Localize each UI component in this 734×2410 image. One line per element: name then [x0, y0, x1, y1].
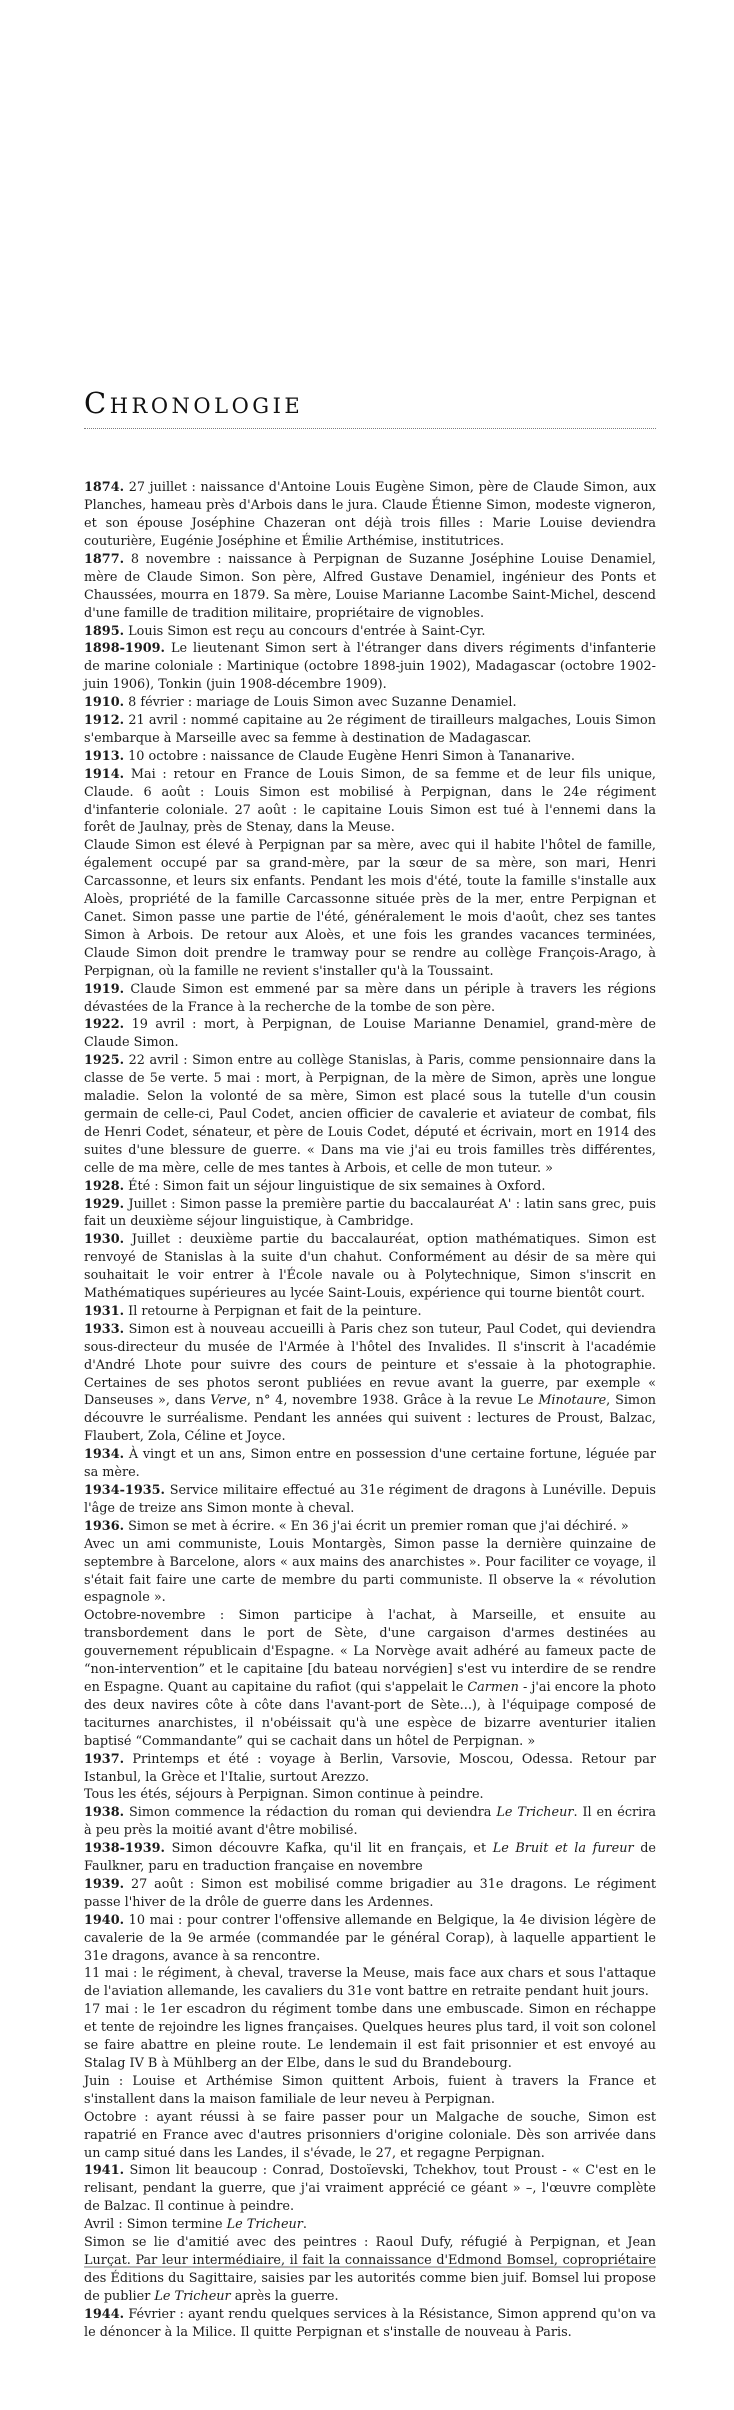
- entry-year: 1913.: [84, 748, 125, 764]
- chronology-entry: [84, 551, 656, 623]
- entry-year: 1928.: [84, 1178, 125, 1194]
- entry-text: Louis Simon est reçu au concours d'entrée à Saint-Cyr.: [124, 623, 486, 639]
- entry-year: 1929.: [84, 1196, 125, 1212]
- entry-text: Il retourne à Perpignan et fait de la peinture.: [124, 1303, 422, 1319]
- chronology-entry: [84, 1518, 656, 1536]
- title-divider: [84, 428, 656, 429]
- entry-text: 8 novembre : naissance à Perpignan de Suzanne Joséphine Louise Denamiel, mère de Claude Simon. Son père, Alfred Gustave Denamiel, ingénieur des Ponts et Chaussées, mourra en 1879. Sa mère, Louise Marianne Lacombe Saint-Michel, descend d'une famille de tradition militaire, propriétaire de vignobles.: [84, 551, 656, 621]
- entry-text: 8 février : mariage de Louis Simon avec Suzanne Denamiel.: [124, 695, 517, 711]
- entry-text: . Il en écrira à peu près la moitié avant d'être mobilisé.: [84, 1805, 656, 1839]
- entry-text: Juin : Louise et Arthémise Simon quittent Arbois, fuient à travers la France et s'installent dans la maison familiale de leur neveu à Perpignan.: [84, 2073, 656, 2107]
- page-title: CHRONOLOGIE: [84, 386, 304, 420]
- entry-text: , n° 4, novembre 1938. Grâce à la revue Le: [246, 1393, 539, 1409]
- entry-text: Claude Simon est élevé à Perpignan par sa mère, avec qui il habite l'hôtel de famille, également occupé par sa grand-mère, par la sœur de sa mère, son mari, Henri Carcassonne, et leurs six enfants. Pendant les mois d'été, toute la famille s'installe aux Aloès, propriété de la famille Carcassonne située près de la mer, entre Perpignan et Canet. Simon passe une partie de l'été, généralement le mois d'août, chez ses tantes Simon à Arbois. De retour aux Aloès, et une fois les grandes vacances terminées, Claude Simon doit prendre le tramway pour se rendre au collège François-Arago, à Perpignan, où la famille ne revient s'installer qu'à la Toussaint.: [84, 838, 656, 979]
- work-title: Verve: [210, 1393, 247, 1409]
- entry-text: Service militaire effectué au 31e régiment de dragons à Lunéville. Depuis l'âge de treize ans Simon monte à cheval.: [84, 1483, 656, 1516]
- entry-text: Simon découvre Kafka, qu'il lit en français, et: [165, 1841, 493, 1857]
- entry-year: 1939.: [84, 1876, 125, 1892]
- entry-text: .: [302, 2217, 307, 2233]
- entry-year: 1944.: [84, 2306, 125, 2322]
- entry-text: 11 mai : le régiment, à cheval, traverse la Meuse, mais face aux chars et sous l'attaque de l'aviation allemande, les cavaliers du 31e vont battre en retraite pendant huit jours.: [84, 1966, 656, 2000]
- chronology-entry: [84, 748, 656, 766]
- chronology-entry: [84, 623, 656, 641]
- entry-text: après la guerre.: [230, 2288, 339, 2304]
- chronology-entry: [84, 1052, 656, 1177]
- entry-text: Simon est à nouveau accueilli à Paris chez son tuteur, Paul Codet, qui deviendra sous-directeur du musée de l'Armée à l'hôtel des Invalides. Il s'inscrit à l'académie d'André Lhote pour suivre des cours de peinture et s'essaie à la photographie. Certaines de ses photos seront publiées en revue avant la guerre, par exemple « Danseuses », dans: [84, 1321, 656, 1409]
- entry-year: 1925.: [84, 1053, 125, 1069]
- entry-text: 27 août : Simon est mobilisé comme brigadier au 31e dragons. Le régiment passe l'hiver de la drôle de guerre dans les Ardennes.: [84, 1876, 656, 1910]
- chronology-entry: [84, 1482, 656, 1518]
- entry-text: 27 juillet : naissance d'Antoine Louis Eugène Simon, père de Claude Simon, aux Planches, hameau près d'Arbois dans le jura. Claude Étienne Simon, modeste vigneron, et son épouse Joséphine Chazeran ont déjà trois filles : Marie Louise deviendra couturière, Eugénie Joséphine et Émilie Arthémise, institutrices.: [84, 480, 656, 549]
- entry-text: 10 mai : pour contrer l'offensive allemande en Belgique, la 4e division légère de cavalerie de la 9e armée (commandée par le général Corap), à laquelle appartient le 31e dragons, avance à sa rencontre.: [84, 1912, 656, 1964]
- chronology-entry: [84, 1536, 656, 1608]
- chronology-entry: [84, 2216, 656, 2234]
- chronology-entry: [84, 1016, 656, 1052]
- work-title: Le Tricheur: [154, 2288, 231, 2304]
- entry-text: À vingt et un ans, Simon entre en possession d'une certaine fortune, léguée par sa mère.: [84, 1447, 656, 1481]
- work-title: Le Tricheur: [496, 1805, 574, 1821]
- work-title: Carmen: [467, 1679, 519, 1695]
- chronology-entry: [84, 1446, 656, 1482]
- page-content: [84, 385, 656, 2342]
- entry-text: Été : Simon fait un séjour linguistique de six semaines à Oxford.: [124, 1178, 546, 1194]
- entry-year: 1914.: [84, 766, 125, 782]
- chronology-entry: [84, 1786, 656, 1804]
- entry-year: 1895.: [84, 623, 125, 639]
- entry-text: Mai : retour en France de Louis Simon, de sa femme et de leur fils unique, Claude. 6 août : Louis Simon est mobilisé à Perpignan, dans le 24e régiment d'infanterie coloniale. 27 août : le capitaine Louis Simon est tué à l'ennemi dans la forêt de Jaulnay, près de Stenay, dans la Meuse.: [84, 766, 656, 836]
- entry-year: 1938.: [84, 1805, 125, 1821]
- chronology-entry: [84, 2001, 656, 2073]
- entry-text: Le lieutenant Simon sert à l'étranger dans divers régiments d'infanterie de marine coloniale : Martinique (octobre 1898-juin 1902), Madagascar (octobre 1902-juin 1906), Tonkin (juin 1908-décembre 1909).: [84, 641, 656, 693]
- entry-text: Avec un ami communiste, Louis Montargès, Simon passe la dernière quinzaine de septembre à Barcelone, alors « aux mains des anarchistes ». Pour faciliter ce voyage, il s'était fait faire une carte de membre du parti communiste. Il observe la « révolution espagnole ».: [84, 1536, 656, 1606]
- entry-text: Simon se met à écrire. « En 36 j'ai écrit un premier roman que j'ai déchiré. »: [124, 1518, 629, 1534]
- chronology-entry: [84, 694, 656, 712]
- chronology-entry: [84, 1231, 656, 1303]
- work-title: Minotaure: [538, 1393, 607, 1409]
- chronology-entry: [84, 1178, 656, 1196]
- entry-text: Printemps et été : voyage à Berlin, Varsovie, Moscou, Odessa. Retour par Istanbul, la Grèce et l'Italie, surtout Arezzo.: [84, 1751, 656, 1785]
- entry-year: 1941.: [84, 2163, 125, 2179]
- chronology-entry: [84, 1751, 656, 1787]
- entry-text: Juillet : deuxième partie du baccalauréat, option mathématiques. Simon est renvoyé de Stanislas à la suite d'un chahut. Conformément au désir de sa mère qui souhaitait le voir entrer à l'École navale ou à Polytechnique, Simon s'inscrit en Mathématiques supérieures au lycée Saint-Louis, expérience qui tourne bientôt court.: [84, 1232, 656, 1302]
- entry-text: Claude Simon est emmené par sa mère dans un périple à travers les régions dévastées de la France à la recherche de la tombe de son père.: [84, 981, 656, 1015]
- entry-year: 1940.: [84, 1912, 125, 1928]
- entry-year: 1933.: [84, 1321, 125, 1337]
- entry-year: 1898-1909.: [84, 641, 165, 657]
- entry-text: Simon se lie d'amitié avec des peintres : Raoul Dufy, réfugié à Perpignan, et Jean Lurçat. Par leur intermédiaire, il fait la connaissance d'Edmond Bomsel, copropriétaire des Éditions du Sagittaire, saisies par les autorités comme bien juif. Bomsel lui propose de publier: [84, 2235, 656, 2304]
- entry-text: 10 octobre : naissance de Claude Eugène Henri Simon à Tananarive.: [124, 748, 575, 764]
- entry-year: 1937.: [84, 1751, 125, 1767]
- chronology-entry: [84, 1965, 656, 2001]
- chronology-entry: [84, 1840, 656, 1876]
- entry-text: - j'ai encore la photo des deux navires côte à côte dans l'avant-port de Sète...), à l'équipage composé de taciturnes anarchistes, il n'obéissait qu'à une espèce de bizarre aventurier italien baptisé “Commandante” qui se cachait dans un hôtel de Perpignan. »: [84, 1679, 656, 1749]
- entry-text: 17 mai : le 1er escadron du régiment tombe dans une embuscade. Simon en réchappe et tente de rejoindre les lignes françaises. Quelques heures plus tard, il voit son colonel se faire abattre en pleine route. Le lendemain il est fait prisonnier et est envoyé au Stalag IV B à Mühlberg an der Elbe, dans le sud du Brandebourg.: [84, 2002, 656, 2071]
- entry-text: Simon lit beaucoup : Conrad, Dostoïevski, Tchekhov, tout Proust - « C'est en le relisant, pendant la guerre, que j'ai vraiment apprécié ce géant » –, l'œuvre complète de Balzac. Il continue à peindre.: [84, 2163, 656, 2215]
- chronology-entry: [84, 1607, 656, 1750]
- chronology-entry: [84, 640, 656, 694]
- chronology-entry: [84, 981, 656, 1017]
- entry-text: Octobre : ayant réussi à se faire passer pour un Malgache de souche, Simon est rapatrié en France avec d'autres prisonniers d'origine coloniale. Dès son arrivée dans un camp situé dans les Landes, il s'évade, le 27, et regagne Perpignan.: [84, 2109, 656, 2161]
- entry-text: 21 avril : nommé capitaine au 2e régiment de tirailleurs malgaches, Louis Simon s'embarque à Marseille avec sa femme à destination de Madagascar.: [84, 713, 656, 746]
- chronology-entry: [84, 1876, 656, 1912]
- chronology-list: [84, 479, 656, 2341]
- entry-text: , Simon découvre le surréalisme. Pendant les années qui suivent : lectures de Proust, Balzac, Flaubert, Zola, Céline et Joyce.: [84, 1393, 657, 1445]
- entry-year: 1934-1935.: [84, 1483, 165, 1498]
- entry-text: Juillet : Simon passe la première partie du baccalauréat A' : latin sans grec, puis fait un deuxième séjour linguistique, à Cambridge.: [84, 1196, 656, 1230]
- chronology-entry: [84, 2162, 656, 2216]
- entry-text: 22 avril : Simon entre au collège Stanislas, à Paris, comme pensionnaire dans la classe de 5e verte. 5 mai : mort, à Perpignan, de la mère de Simon, après une longue maladie. Selon la volonté de sa mère, Simon est placé sous la tutelle d'un cousin germain de celle-ci, Paul Codet, ancien officier de cavalerie et aviateur de combat, fils de Henri Codet, sénateur, et père de Louis Codet, député et écrivain, mort en 1914 des suites d'une blessure de guerre. « Dans ma vie j'ai eu trois familles très différentes, celle de ma mère, celle de mes tantes à Arbois, et celle de mon tuteur. »: [84, 1053, 656, 1176]
- work-title: Le Tricheur: [226, 2217, 303, 2233]
- entry-year: 1931.: [84, 1303, 125, 1319]
- chronology-entry: [84, 2234, 656, 2306]
- entry-year: 1919.: [84, 981, 125, 997]
- chronology-entry: [84, 2073, 656, 2109]
- entry-year: 1874.: [84, 480, 125, 496]
- entry-text: Octobre-novembre : Simon participe à l'achat, à Marseille, et ensuite au transbordement dans le port de Sète, d'une cargaison d'armes destinées au gouvernement républicain d'Espagne. « La Norvège avait adhéré au fameux pacte de “non-intervention” et le capitaine [du bateau norvégien] s'est vu interdire de se rendre en Espagne. Quant au capitaine du rafiot (qui s'appelait le: [84, 1608, 656, 1695]
- chronology-entry: [84, 479, 656, 551]
- chronology-entry: [84, 1303, 656, 1321]
- entry-year: 1938-1939.: [84, 1841, 165, 1857]
- chronology-entry: [84, 1321, 656, 1446]
- chronology-entry: [84, 712, 656, 748]
- chronology-entry: [84, 1196, 656, 1232]
- entry-text: Tous les étés, séjours à Perpignan. Simon continue à peindre.: [84, 1787, 484, 1803]
- entry-year: 1934.: [84, 1447, 125, 1463]
- entry-text: Simon commence la rédaction du roman qui deviendra: [124, 1805, 497, 1821]
- entry-year: 1930.: [84, 1232, 125, 1248]
- work-title: Le Bruit et la fureur: [492, 1841, 634, 1857]
- entry-year: 1936.: [84, 1518, 125, 1534]
- entry-year: 1910.: [84, 695, 125, 711]
- chronology-entry: [84, 1912, 656, 1966]
- chronology-entry: [84, 766, 656, 838]
- entry-text: de Faulkner, paru en traduction française en novembre: [84, 1841, 656, 1875]
- entry-text: Avril : Simon termine: [84, 2217, 227, 2233]
- entry-year: 1877.: [84, 551, 125, 567]
- chronology-entry: [84, 2306, 656, 2342]
- entry-year: 1922.: [84, 1017, 125, 1033]
- entry-text: Février : ayant rendu quelques services à la Résistance, Simon apprend qu'on va le dénoncer à la Milice. Il quitte Perpignan et s'installe de nouveau à Paris.: [84, 2306, 656, 2340]
- entry-text: 19 avril : mort, à Perpignan, de Louise Marianne Denamiel, grand-mère de Claude Simon.: [84, 1017, 656, 1051]
- footer-divider: [84, 2266, 656, 2268]
- entry-year: 1912.: [84, 713, 125, 729]
- chronology-entry: [84, 837, 656, 980]
- chronology-entry: [84, 1804, 656, 1840]
- chronology-entry: [84, 2109, 656, 2163]
